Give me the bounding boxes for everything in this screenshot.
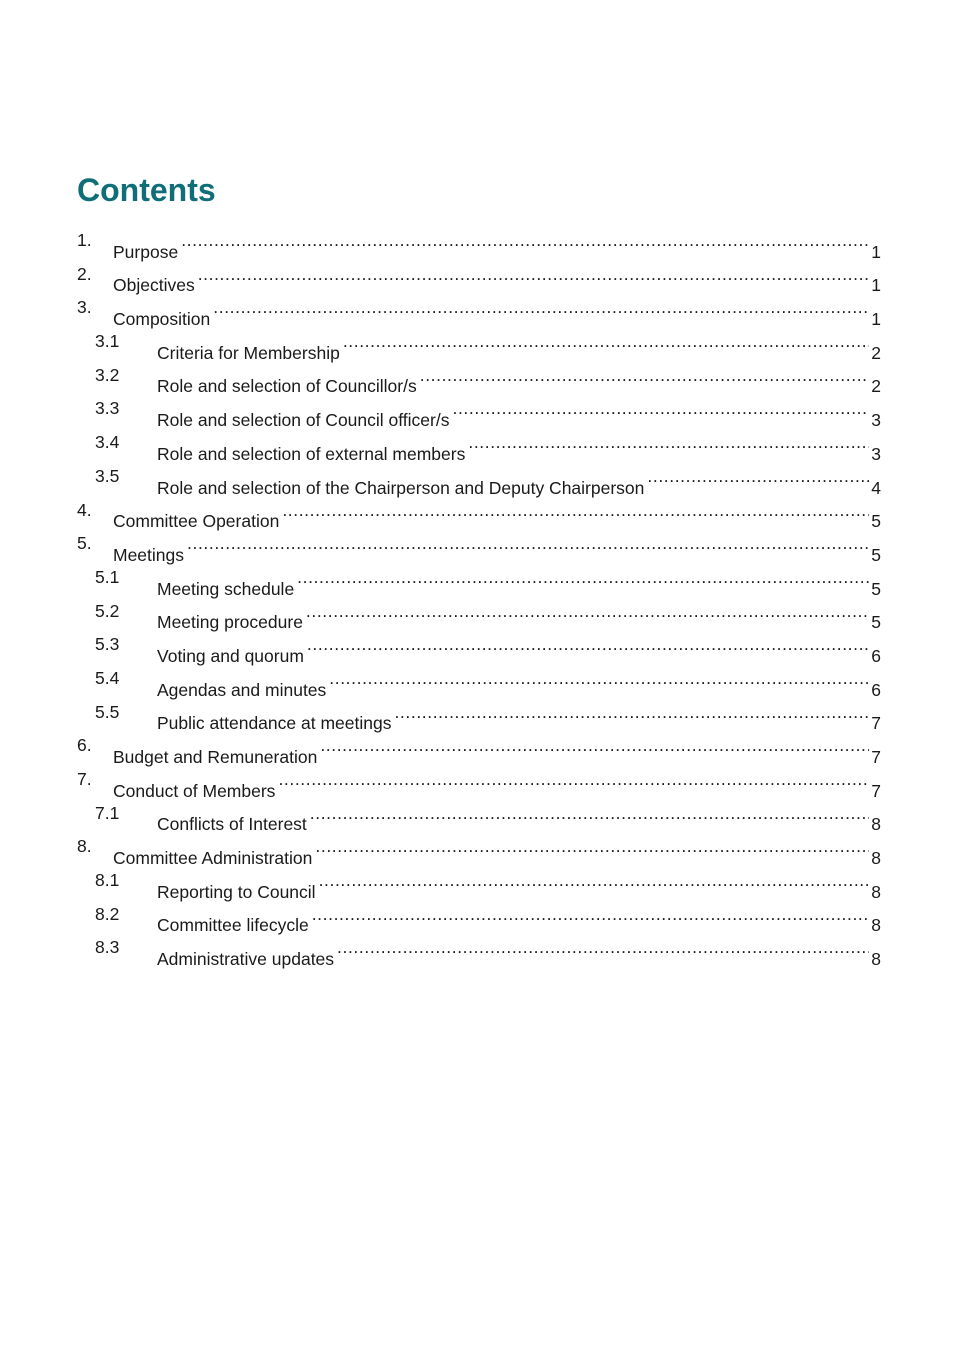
toc-entry-5-1[interactable] [0, 561, 956, 599]
dot-leader [319, 864, 870, 898]
toc-entry-number: 3.4 [95, 432, 120, 453]
toc-entry-number: 7. [77, 769, 92, 789]
dot-leader [420, 359, 870, 393]
toc-entry-number: 3.1 [95, 331, 120, 352]
toc-entry-number: 8.2 [95, 903, 120, 924]
toc-entry-label[interactable]: Committee Administration [113, 842, 315, 876]
toc-entry-page-number[interactable]: 2 [869, 370, 881, 404]
toc-entry-label[interactable]: Role and selection of Council officer/s [157, 404, 452, 438]
toc-entry-page-number[interactable]: 5 [869, 606, 881, 640]
dot-leader [337, 931, 869, 965]
toc-entry-5[interactable] [0, 527, 956, 565]
dot-leader [452, 392, 869, 426]
dot-leader [312, 898, 870, 932]
toc-entry-label[interactable]: Budget and Remuneration [113, 741, 320, 775]
dot-leader [315, 830, 869, 864]
toc-entry-page-number[interactable]: 8 [869, 909, 881, 943]
toc-entry-label[interactable]: Reporting to Council [157, 876, 319, 910]
toc-entry-page-number[interactable]: 2 [869, 337, 881, 371]
toc-entry-3-1[interactable] [0, 325, 956, 363]
toc-entry-5-4[interactable] [0, 662, 956, 700]
toc-entry-page-number[interactable]: 7 [869, 741, 881, 775]
toc-entry-label[interactable]: Role and selection of the Chairperson and Deputy Chairperson [157, 472, 647, 506]
dot-leader [282, 494, 869, 528]
toc-entry-label[interactable]: Criteria for Membership [157, 337, 343, 371]
page-title: Contents [77, 172, 216, 208]
toc-entry-page-number[interactable]: 7 [869, 707, 881, 741]
dot-leader [307, 628, 869, 662]
dot-leader [278, 763, 869, 797]
toc-entry-7-1[interactable] [0, 797, 956, 835]
toc-entry-number: 4. [77, 499, 92, 520]
dot-leader [198, 258, 870, 292]
toc-entry-page-number[interactable]: 8 [869, 842, 881, 876]
toc-entry-number: 5.3 [95, 634, 120, 655]
toc-entry-3[interactable] [0, 291, 956, 330]
toc-entry-label[interactable]: Agendas and minutes [157, 674, 329, 708]
dot-leader [297, 561, 869, 595]
toc-entry-label[interactable]: Conduct of Members [113, 775, 278, 809]
toc-entry-number: 2. [77, 263, 92, 284]
toc-entry-number: 5.5 [95, 701, 120, 722]
toc-entry-page-number[interactable]: 8 [869, 808, 881, 842]
dot-leader [187, 527, 869, 561]
toc-entry-page-number[interactable]: 7 [869, 775, 881, 809]
toc-entry-number: 5.4 [95, 667, 120, 688]
toc-entry-label[interactable]: Committee Operation [113, 505, 282, 539]
toc-entry-label[interactable]: Objectives [113, 269, 198, 303]
toc-entry-label[interactable]: Public attendance at meetings [157, 707, 394, 741]
toc-entry-number: 1. [77, 230, 92, 250]
toc-entry-page-number[interactable]: 1 [869, 269, 881, 303]
toc-entry-label[interactable]: Meetings [113, 539, 187, 573]
toc-entry-number: 7.1 [95, 802, 120, 823]
toc-entry-page-number[interactable]: 1 [869, 236, 881, 270]
toc-entry-3-2[interactable] [0, 359, 956, 397]
toc-entry-page-number[interactable]: 8 [869, 876, 881, 910]
toc-entry-number: 3.2 [95, 364, 120, 385]
toc-entry-label[interactable]: Role and selection of external members [157, 438, 468, 472]
dot-leader [647, 460, 869, 494]
toc-entry-number: 8.3 [95, 937, 120, 958]
toc-entry-label[interactable]: Role and selection of Councillor/s [157, 370, 420, 404]
toc-entry-3-3[interactable] [0, 392, 956, 431]
table-of-contents [0, 224, 956, 970]
toc-entry-page-number[interactable]: 8 [869, 943, 881, 977]
toc-entry-5-3[interactable] [0, 628, 956, 666]
toc-entry-number: 5.2 [95, 600, 120, 621]
toc-entry-label[interactable]: Meeting procedure [157, 606, 306, 640]
toc-entry-number: 5. [77, 533, 92, 554]
toc-entry-label[interactable]: Composition [113, 303, 213, 337]
toc-entry-8-1[interactable] [0, 864, 956, 902]
toc-entry-page-number[interactable]: 5 [869, 505, 881, 539]
dot-leader [310, 797, 869, 831]
toc-entry-number: 8.1 [95, 870, 120, 891]
toc-entry-label[interactable]: Conflicts of Interest [157, 808, 310, 842]
toc-entry-2[interactable] [0, 258, 956, 296]
toc-entry-8-2[interactable] [0, 898, 956, 936]
toc-entry-label[interactable]: Administrative updates [157, 943, 337, 977]
toc-entry-row [157, 931, 881, 976]
toc-entry-3-4[interactable] [0, 426, 956, 464]
dot-leader [329, 662, 869, 696]
toc-entry-number: 3. [77, 297, 92, 318]
toc-entry-page-number[interactable]: 3 [869, 404, 881, 438]
toc-entry-label[interactable]: Committee lifecycle [157, 909, 312, 943]
toc-entry-4[interactable] [0, 494, 956, 532]
toc-entry-8[interactable] [0, 830, 956, 869]
toc-entry-page-number[interactable]: 6 [869, 674, 881, 708]
toc-entry-number: 8. [77, 836, 92, 857]
toc-entry-number: 6. [77, 735, 92, 756]
toc-entry-7[interactable] [0, 763, 956, 801]
toc-entry-page-number[interactable]: 3 [869, 438, 881, 472]
dot-leader [181, 224, 869, 258]
dot-leader [213, 291, 869, 325]
toc-entry-label[interactable]: Meeting schedule [157, 573, 297, 607]
toc-entry-number: 5.1 [95, 566, 120, 587]
toc-entry-5-5[interactable] [0, 696, 956, 734]
toc-entry-1[interactable] [0, 224, 956, 262]
dot-leader [468, 426, 869, 460]
toc-entry-page-number[interactable]: 4 [869, 472, 881, 506]
toc-entry-page-number[interactable]: 5 [869, 539, 881, 573]
toc-entry-3-5[interactable] [0, 460, 956, 498]
toc-entry-8-3[interactable] [0, 931, 956, 970]
toc-entry-page-number[interactable]: 5 [869, 573, 881, 607]
dot-leader [320, 729, 869, 763]
dot-leader [306, 595, 869, 629]
toc-entry-5-2[interactable] [0, 595, 956, 633]
toc-entry-page-number[interactable]: 6 [869, 640, 881, 674]
toc-entry-page-number[interactable]: 1 [869, 303, 881, 337]
toc-entry-label[interactable]: Purpose [113, 236, 181, 270]
dot-leader [394, 696, 869, 730]
toc-entry-6[interactable] [0, 729, 956, 767]
toc-entry-label[interactable]: Voting and quorum [157, 640, 307, 674]
toc-entry-number: 3.3 [95, 398, 120, 419]
toc-entry-number: 3.5 [95, 465, 120, 486]
dot-leader [343, 325, 869, 359]
